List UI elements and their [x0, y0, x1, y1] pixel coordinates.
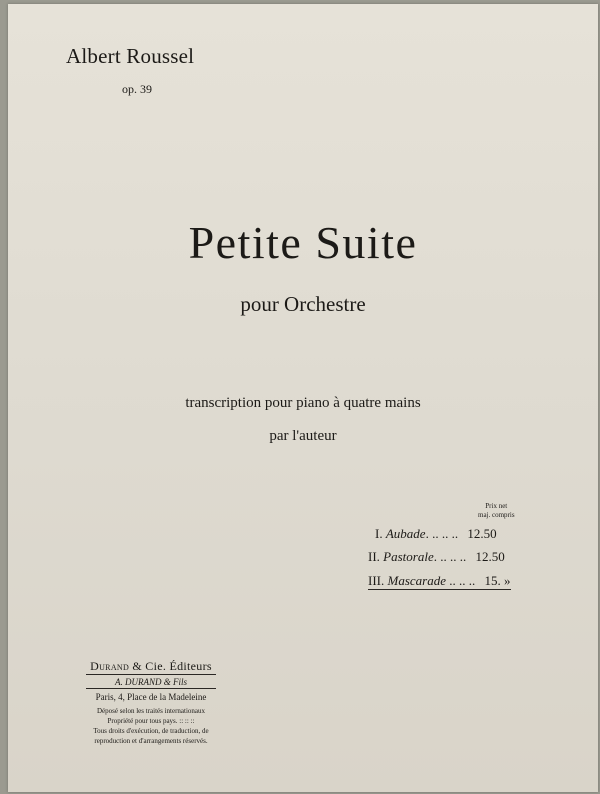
movement-name: Mascarade: [387, 573, 446, 588]
movement-price: 15. »: [484, 573, 511, 588]
price-header-line2: maj. compris: [478, 511, 515, 519]
legal-notice: reproduction et d'arrangements réservés.: [94, 737, 208, 745]
divider: [86, 674, 216, 675]
movement-name: Aubade: [385, 526, 426, 541]
publisher-address: Paris, 4, Place de la Madeleine: [95, 692, 207, 702]
movement-item: [368, 549, 505, 565]
movement-leader: . .. .. ..: [425, 526, 459, 541]
score-cover: [8, 4, 598, 792]
opus-number: op. 39: [122, 82, 152, 96]
legal-notice: Propriété pour tous pays. :: :: ::: [107, 717, 195, 725]
composer-name: Albert Roussel: [66, 44, 195, 68]
price-header: [478, 502, 515, 520]
divider: [86, 688, 216, 689]
work-title: Petite Suite: [188, 217, 418, 268]
movement-name: Pastorale: [383, 549, 434, 564]
arranger-note: par l'auteur: [269, 428, 337, 444]
movement-item: [375, 526, 497, 542]
transcription-note: transcription pour piano à quatre mains: [185, 395, 421, 411]
movement-leader: . .. .. ..: [433, 549, 467, 564]
publisher-name: Durand & Cie. Éditeurs: [90, 659, 212, 673]
movement-number: I.: [375, 526, 383, 541]
legal-notice: Déposé selon les traités internationaux: [96, 707, 206, 715]
movement-number: III.: [368, 573, 385, 588]
movement-item: [368, 573, 511, 590]
movement-leader: .. .. ..: [446, 573, 476, 588]
price-header-line1: Prix net: [485, 502, 508, 510]
movement-number: II.: [368, 549, 380, 564]
movement-price: 12.50: [467, 526, 497, 541]
legal-notice: Tous droits d'exécution, de traduction, de: [93, 727, 209, 735]
work-subtitle: pour Orchestre: [240, 292, 366, 316]
movement-price: 12.50: [475, 549, 505, 564]
publisher-firm: A. DURAND & Fils: [115, 677, 187, 687]
